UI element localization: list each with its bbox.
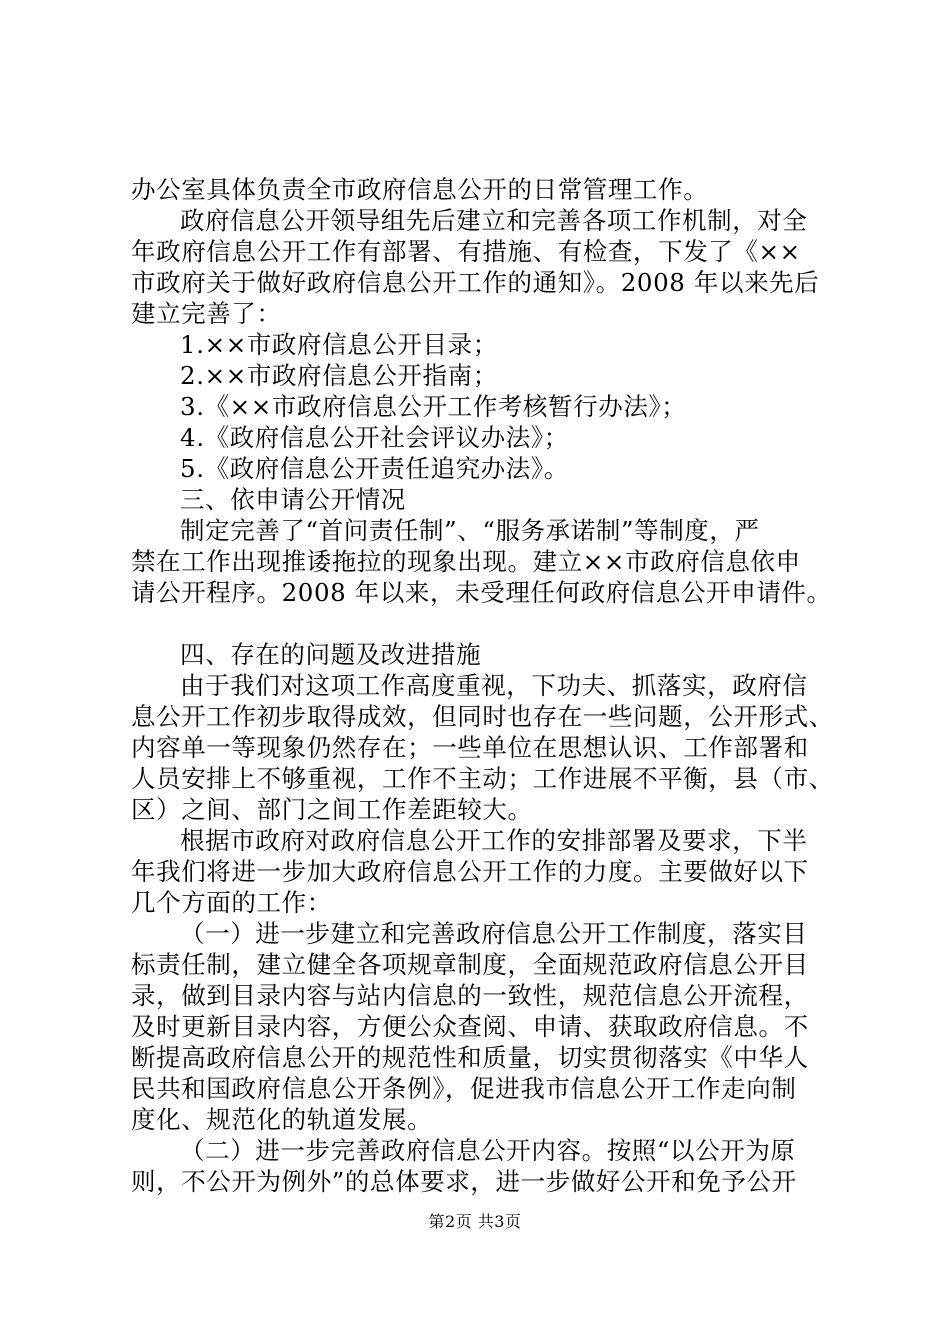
text-line: 标责任制，建立健全各项规章制度，全面规范政府信息公开目: [131, 950, 809, 979]
list-item: 2.××市政府信息公开指南；: [180, 361, 498, 390]
text-line: 建立完善了：: [131, 299, 282, 328]
text-line: 民共和国政府信息公开条例》，促进我市信息公开工作走向制: [131, 1074, 797, 1103]
list-item: 5.《政府信息公开责任追究办法》。: [180, 454, 569, 483]
text-line: 禁在工作出现推诿拖拉的现象出现。建立××市政府信息依申: [131, 547, 801, 576]
text-line: 年政府信息公开工作有部署、有措施、有检查，下发了《××: [131, 237, 801, 266]
list-item: 1.××市政府信息公开目录；: [180, 330, 498, 359]
text-line: （二）进一步完善政府信息公开内容。按照“以公开为原: [180, 1136, 796, 1165]
section-heading: 四、存在的问题及改进措施: [180, 640, 482, 669]
text-line: 断提高政府信息公开的规范性和质量，切实贯彻落实《中华人: [131, 1043, 809, 1072]
text-line: 内容单一等现象仍然存在；一些单位在思想认识、工作部署和: [131, 733, 809, 762]
text-line: 办公室具体负责全市政府信息公开的日常管理工作。: [131, 175, 709, 204]
text-line: 及时更新目录内容，方便公众查阅、申请、获取政府信息。不: [131, 1012, 809, 1041]
text-line: 市政府关于做好政府信息公开工作的通知》。2008 年以来先后: [131, 268, 820, 297]
page-number-footer: 第2页 共3页: [428, 1212, 522, 1231]
text-line: 请公开程序。2008 年以来，未受理任何政府信息公开申请件。: [131, 578, 832, 607]
text-line: 则，不公开为例外”的总体要求，进一步做好公开和免予公开: [131, 1167, 797, 1196]
list-item: 4.《政府信息公开社会评议办法》；: [180, 423, 569, 452]
text-line: 政府信息公开领导组先后建立和完善各项工作机制，对全: [180, 206, 808, 235]
text-line: （一）进一步建立和完善政府信息公开工作制度，落实目: [180, 919, 808, 948]
list-item: 3.《××市政府信息公开工作考核暂行办法》；: [180, 392, 687, 421]
text-line: 年我们将进一步加大政府信息公开工作的力度。主要做好以下: [131, 857, 809, 886]
section-heading: 三、依申请公开情况: [180, 485, 406, 514]
text-line: 度化、规范化的轨道发展。: [131, 1105, 433, 1134]
text-line: 息公开工作初步取得成效，但同时也存在一些问题，公开形式、: [131, 702, 834, 731]
text-line: 录，做到目录内容与站内信息的一致性，规范信息公开流程，: [131, 981, 809, 1010]
text-line: 根据市政府对政府信息公开工作的安排部署及要求，下半: [180, 826, 808, 855]
text-line: 制定完善了“首问责任制”、“服务承诺制”等制度，严: [180, 516, 760, 545]
text-line: 几个方面的工作：: [131, 888, 332, 917]
text-line: 由于我们对这项工作高度重视，下功夫、抓落实，政府信: [180, 671, 808, 700]
text-line: 区）之间、部门之间工作差距较大。: [131, 795, 533, 824]
text-line: 人员安排上不够重视，工作不主动；工作进展不平衡，县（市、: [131, 764, 834, 793]
